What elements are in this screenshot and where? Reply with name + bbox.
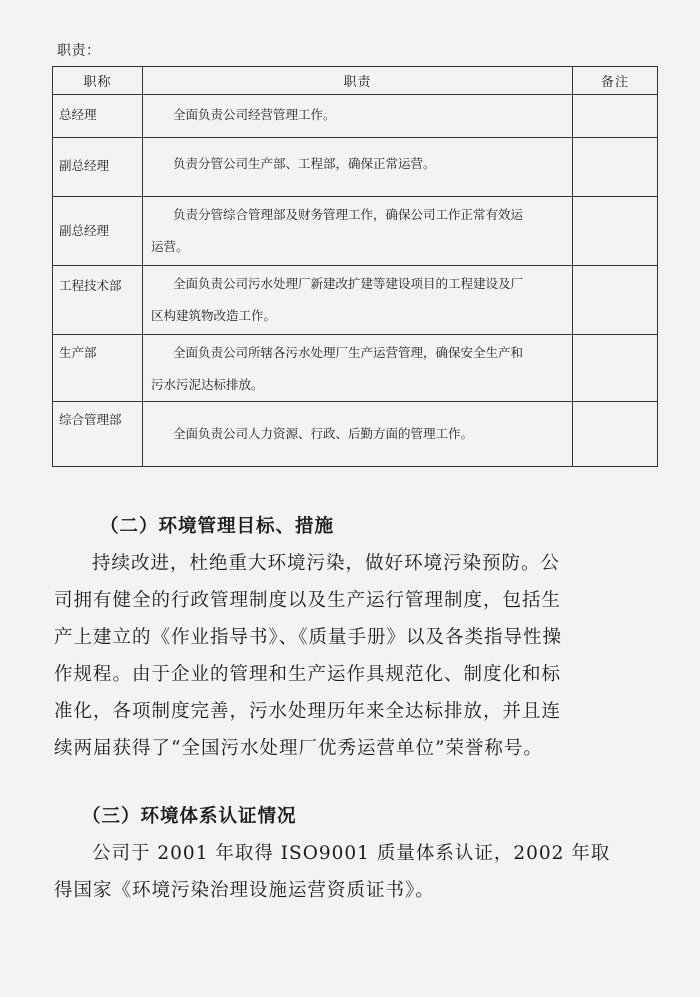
section-certification [54,798,654,909]
table-row [53,197,658,266]
row-duty-line: 全面负责公司经营管理工作。 [173,107,336,122]
row-duty [143,95,572,131]
row-title: 总经理 [59,107,97,122]
row-duty [143,197,572,263]
paragraph-line: 持续改进，杜绝重大环境污染，做好环境污染预防。公 [92,553,561,574]
row-duty-line: 全面负责公司污水处理厂新建改扩建等建设项目的工程建设及厂 [173,276,524,291]
paragraph-line: 续两届获得了“全国污水处理厂优秀运营单位”荣誉称号。 [54,738,543,759]
row-title: 副总经理 [59,223,110,238]
row-duty [143,402,572,450]
row-duty [143,138,572,180]
paragraph-line: 司拥有健全的行政管理制度以及生产运行管理制度，包括生 [54,590,562,611]
row-duty-line: 全面负责公司人力资源、行政、后勤方面的管理工作。 [173,426,474,441]
row-title: 副总经理 [59,158,110,173]
paragraph-line: 公司于 2001 年取得 ISO9001 质量体系认证，2002 年取 [92,843,611,864]
paragraph-line: 作规程。由于企业的管理和生产运作具规范化、制度化和标 [54,664,562,685]
row-note [573,335,658,402]
header-duty: 职责 [143,67,573,95]
row-note [573,402,658,467]
row-duty-line: 污水污泥达标排放。 [151,377,264,392]
table-row [53,266,658,335]
header-note: 备注 [573,67,658,95]
table-row [53,138,658,197]
table-row [53,335,658,402]
section-environment-goals [54,508,654,767]
row-duty-line: 运营。 [151,239,189,254]
row-note [573,266,658,335]
table-row [53,95,658,138]
header-title: 职称 [53,67,143,95]
table-header-row [53,67,658,95]
table-row [53,402,658,467]
row-duty-line: 负责分管公司生产部、工程部，确保正常运营。 [173,156,436,171]
row-duty-line: 区构建筑物改造工作。 [151,308,277,323]
row-title: 工程技术部 [59,278,122,293]
paragraph-line: 准化，各项制度完善，污水处理历年来全达标排放，并且连 [54,701,562,722]
row-title: 综合管理部 [59,412,122,427]
row-title: 生产部 [59,345,97,360]
row-duty [143,335,572,401]
paragraph-line: 得国家《环境污染治理设施运营资质证书》。 [54,880,435,901]
row-note [573,138,658,197]
row-note [573,95,658,138]
duties-label: 职责： [57,43,101,59]
row-duty-line: 全面负责公司所辖各污水处理厂生产运营管理，确保安全生产和 [173,345,524,360]
duties-table [52,66,658,467]
row-duty-line: 负责分管综合管理部及财务管理工作，确保公司工作正常有效运 [173,207,524,222]
section-heading: （三）环境体系认证情况 [82,806,297,827]
row-duty [143,266,572,332]
section-heading: （二）环境管理目标、措施 [100,516,335,537]
paragraph-line: 产上建立的《作业指导书》、《质量手册》以及各类指导性操 [54,627,563,648]
row-note [573,197,658,266]
